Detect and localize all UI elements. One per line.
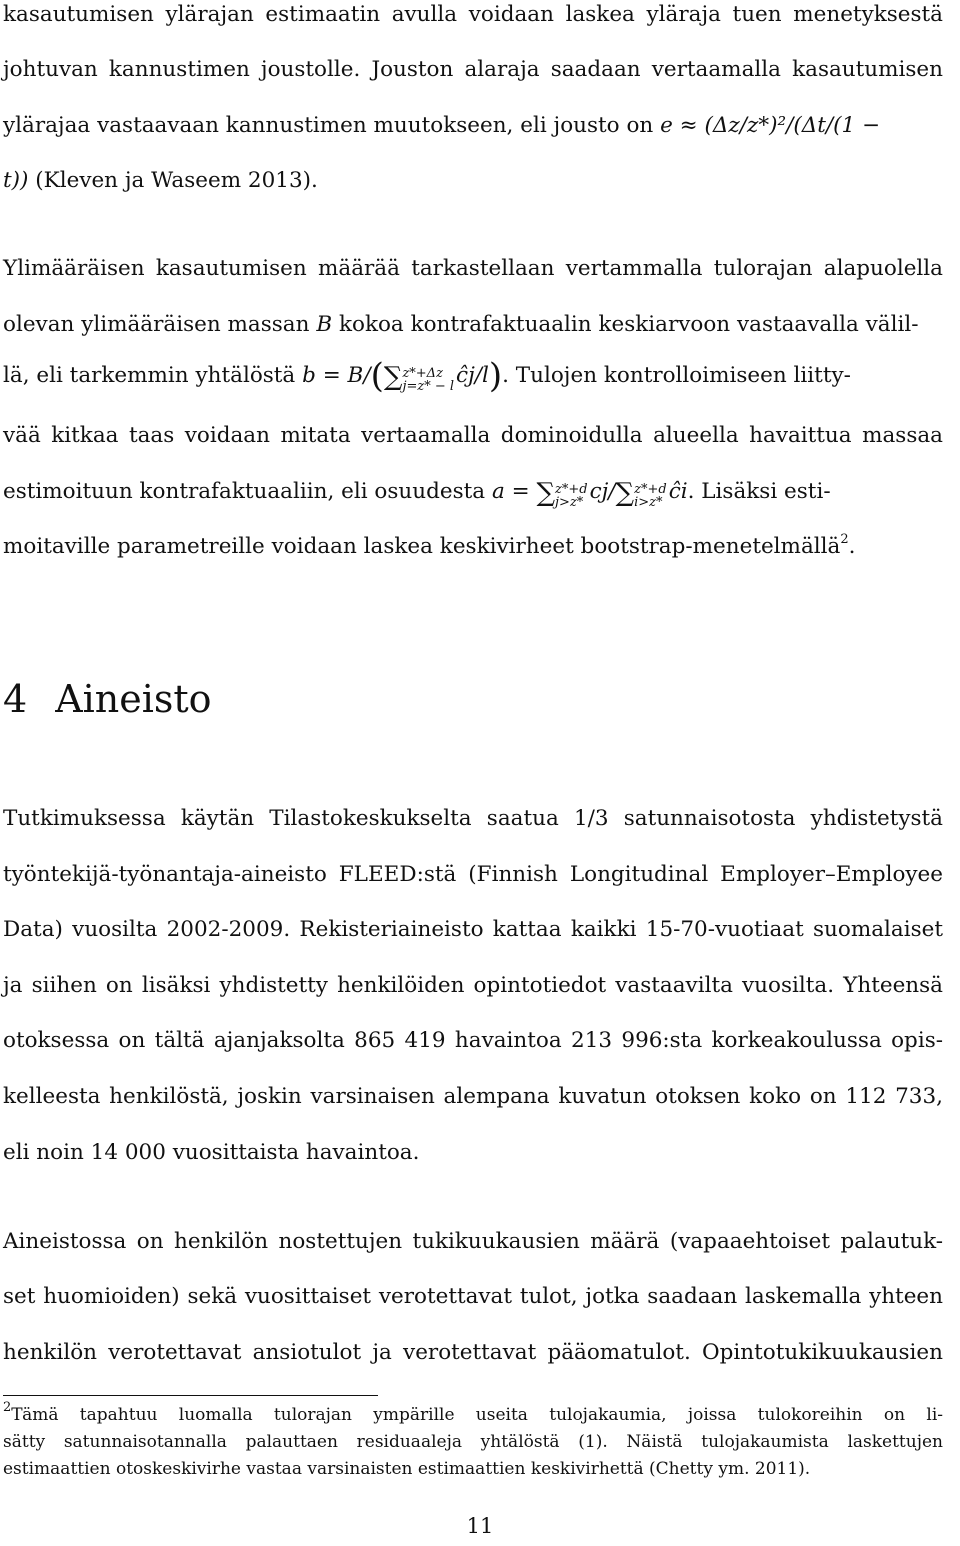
para2-line5-b: . Lisäksi esti-: [687, 479, 831, 504]
para1-line1: kasautumisen ylärajan estimaatin avulla voidaan laskea yläraja tuen menetyksestä: [3, 2, 943, 27]
page-number: 11: [466, 1514, 494, 1538]
right-paren: ): [488, 356, 503, 396]
para2-line3-b: . Tulojen kontrolloimiseen liitty-: [502, 363, 851, 388]
para2-line2-b: kokoa kontrafaktuaalin keskiarvoon vastaavalla välil-: [338, 312, 919, 337]
para3-line6: kelleesta henkilöstä, joskin varsinaisen alempana kuvatun otoksen koko on 112 733,: [3, 1084, 943, 1109]
para2-line2-a: olevan ylimääräisen massan: [3, 312, 310, 337]
sum-symbol: ∑: [383, 362, 403, 392]
sum-limits: [634, 483, 667, 509]
a-formula-lhs: a =: [491, 479, 530, 504]
section-heading: [3, 676, 212, 722]
sum-lower-limit: j>z*: [555, 495, 584, 510]
para2-line6-text: moitaville parametreille voidaan laskea keskivirheet bootstrap-menetelmällä: [3, 534, 841, 559]
footnote-rule: [3, 1395, 378, 1396]
para2-line2: [3, 311, 943, 339]
sum-upper-limit: z*+Δz: [402, 366, 443, 381]
para2-line4: vää kitkaa taas voidaan mitata vertaamalla dominoidulla alueella havaittua massaa: [3, 423, 943, 448]
para3-line1: Tutkimuksessa käytän Tilastokeskukselta saatua 1/3 satunnaisotosta yhdistetystä: [3, 806, 943, 831]
para3-line4: ja siihen on lisäksi yhdistetty henkilöiden opintotiedot vastaavilta vuosilta. Yhteensä: [3, 973, 943, 998]
sum-limits: [555, 483, 588, 509]
footnote-mark: 2: [3, 1400, 12, 1416]
para4-line2: set huomioiden) sekä vuosittaiset verotettavat tulot, jotka saadaan laskemalla yhteen: [3, 1284, 943, 1309]
section-number: 4: [3, 677, 28, 721]
sum-lower-limit: i>z*: [634, 495, 663, 510]
sum-lower-limit: j=z* − l: [402, 379, 455, 394]
section-title: Aineisto: [55, 677, 212, 721]
footnote-line1: [3, 1400, 943, 1426]
para2-line3-a: lä, eli tarkemmin yhtälöstä: [3, 363, 296, 388]
sum-upper-limit: z*+d: [555, 482, 588, 497]
jousto-formula: e ≈ (Δz/z*)²/(Δt/(1 −: [660, 113, 881, 138]
para4-line3: henkilön verotettavat ansiotulot ja verotettavat pääomatulot. Opintotukikuukausien: [3, 1340, 943, 1365]
b-formula-body: ĉj/l: [456, 363, 489, 388]
para3-line3: Data) vuosilta 2002-2009. Rekisteriaineisto kattaa kaikki 15-70-vuotiaat suomalaiset: [3, 917, 943, 942]
left-paren: (: [370, 356, 384, 396]
para2-line6-end: .: [848, 534, 856, 559]
para3-line2: työntekijä-työnantaja-aineisto FLEED:stä (Finnish Longitudinal Employer–Employee: [3, 862, 943, 887]
footnote-line1-text: Tämä tapahtuu luomalla tulorajan ympärille useita tulojakaumia, joissa tulokoreihin on li-: [11, 1405, 943, 1425]
footnote-ref[interactable]: 2: [840, 531, 849, 547]
para1-line3-text: ylärajaa vastaavaan kannustimen muutokseen, eli jousto on: [3, 113, 654, 138]
footnote-line3: estimaattien otoskeskivirhe vastaa varsinaisten estimaattien keskivirhettä (Chetty ym. 2011).: [3, 1459, 811, 1479]
sum-upper-limit: z*+d: [634, 482, 667, 497]
a-formula-numerator: cj/: [589, 479, 616, 504]
para2-line5-a: estimoituun kontrafaktuaaliin, eli osuudesta: [3, 479, 486, 504]
jousto-formula-end: t)): [3, 168, 29, 193]
para2-line5: [3, 478, 943, 509]
a-formula-denominator: ĉi: [668, 479, 688, 504]
footnote-line2: sätty satunnaisotannalla palauttaen residuaaleja yhtälöstä (1). Näistä tulojakaumista laskettujen: [3, 1432, 943, 1452]
para2-line6: [3, 533, 943, 561]
sum-symbol: ∑: [615, 478, 635, 508]
para1-line2: johtuvan kannustimen joustolle. Jouston alaraja saadaan vertaamalla kasautumisen: [3, 57, 943, 82]
para3-line5: otoksessa on tältä ajanjaksolta 865 419 havaintoa 213 996:sta korkeakoulussa opis-: [3, 1028, 943, 1053]
sum-limits: [402, 367, 454, 393]
b-formula-lhs: b = B/: [302, 363, 371, 388]
para4-line1: Aineistossa on henkilön nostettujen tukikuukausien määrä (vapaaehtoiset palautuk-: [3, 1229, 943, 1254]
para1-line3: [3, 112, 943, 140]
para2-line3: [3, 356, 943, 396]
citation: (Kleven ja Waseem 2013).: [35, 168, 318, 193]
sum-symbol: ∑: [536, 478, 556, 508]
variable-b: B: [316, 312, 333, 337]
para1-line4: [3, 167, 943, 195]
para2-line1: Ylimääräisen kasautumisen määrää tarkastellaan vertammalla tulorajan alapuolella: [3, 256, 943, 281]
para3-line7: eli noin 14 000 vuosittaista havaintoa.: [3, 1140, 420, 1165]
